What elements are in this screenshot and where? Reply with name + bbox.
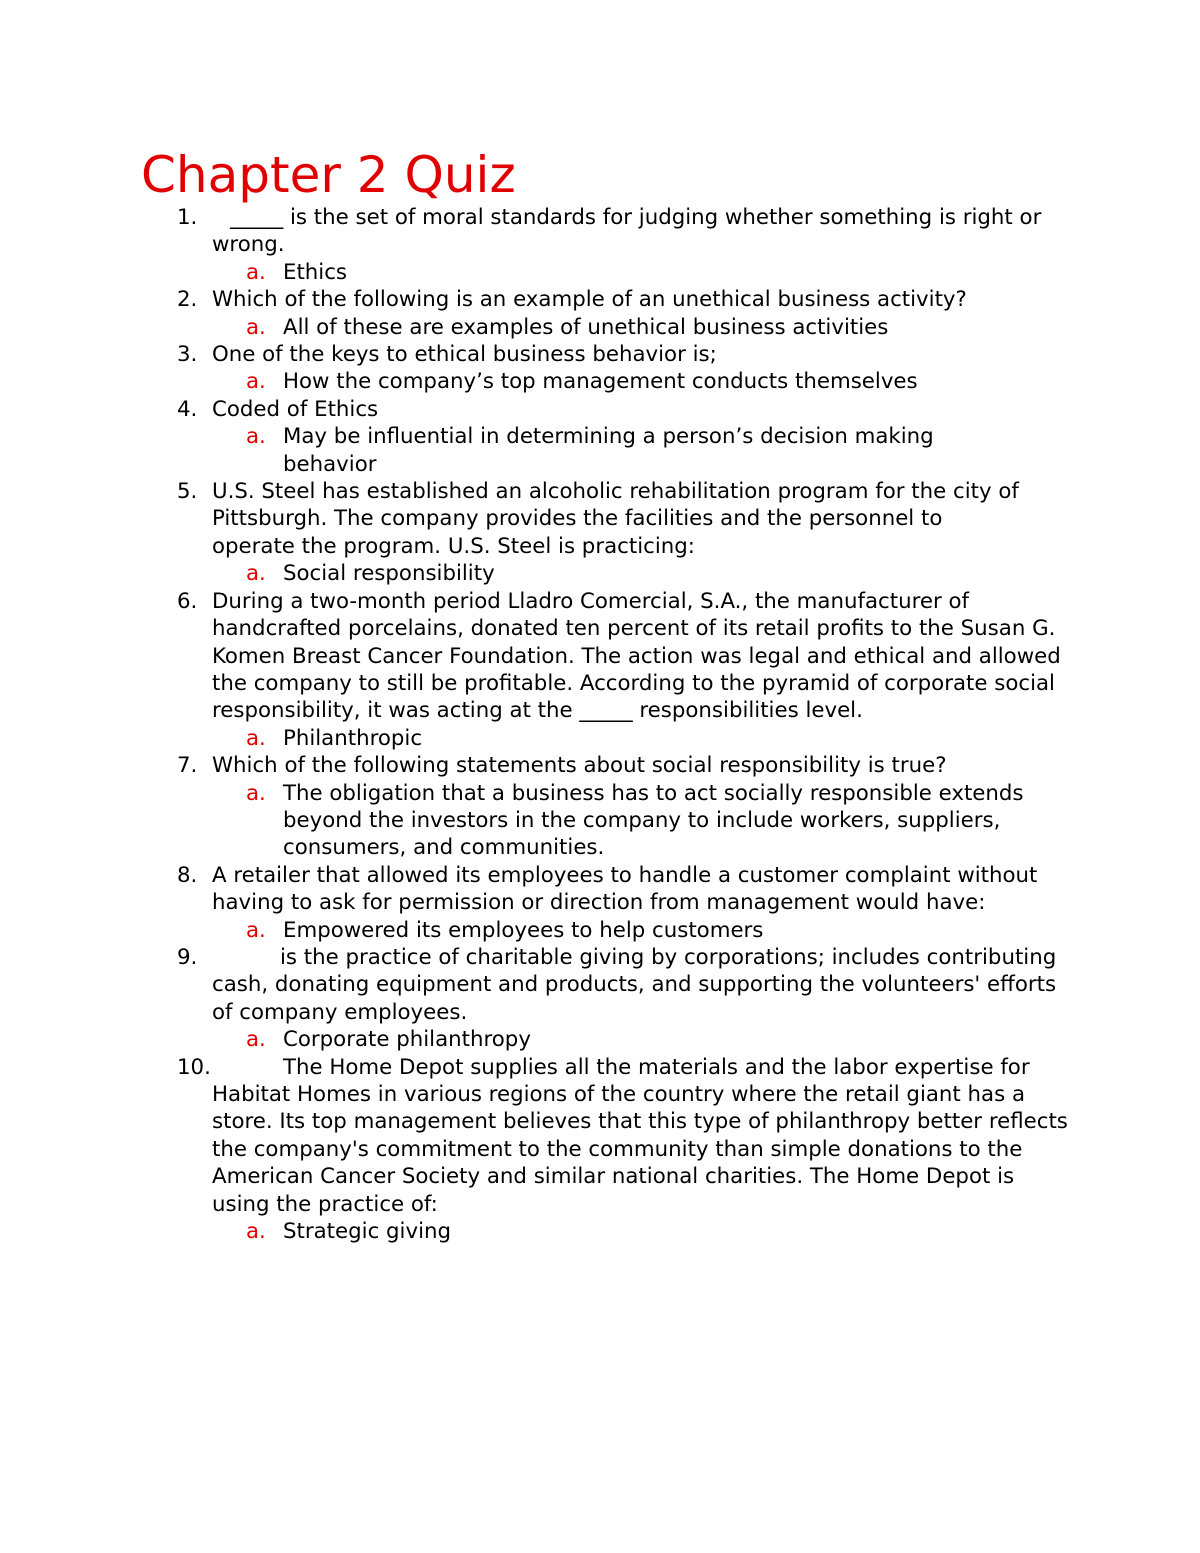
answer-letter: a. — [246, 1027, 266, 1053]
question-item — [0, 1054, 1200, 1218]
question-number: 7. — [177, 753, 198, 779]
answer-text: Ethics — [283, 259, 348, 285]
answer-item — [0, 259, 1200, 286]
answer-letter: a. — [246, 314, 266, 340]
question-number: 2. — [177, 287, 198, 313]
question-text: During a two-month period Lladro Comercial, S.A., the manufacturer of handcrafted porcelains, donated ten percent of its retail profits to the Susan G. Komen Breast Cancer Foundation. The action was legal and ethical and allowed the company to still be profitable. According to the pyramid of corporate social responsibility, it was acting at the _____ responsibilities level. — [212, 588, 1061, 724]
answer-text: All of these are examples of unethical business activities — [283, 314, 889, 340]
question-text: is the practice of charitable giving by corporations; includes contributing cash, donating equipment and products, and supporting the volunteers' efforts of company employees. — [212, 944, 1057, 1025]
answer-letter: a. — [246, 725, 266, 751]
question-text: The Home Depot supplies all the materials and the labor expertise for Habitat Homes in various regions of the country where the retail giant has a store. Its top management believes that this type of philanthropy better reflects the company's commitment to the community than simple donations to the American Cancer Society and similar national charities. The Home Depot is using the practice of: — [212, 1054, 1068, 1217]
answer-letter: a. — [246, 369, 266, 395]
question-text: A retailer that allowed its employees to handle a customer complaint without having to ask for permission or direction from management would have: — [212, 862, 1038, 916]
answer-item — [0, 314, 1200, 341]
question-text: One of the keys to ethical business behavior is; — [212, 342, 717, 368]
question-text: _____ is the set of moral standards for judging whether something is right or wrong. — [212, 205, 1042, 258]
question-text: Coded of Ethics — [212, 396, 379, 422]
answer-text: Strategic giving — [283, 1219, 452, 1245]
question-number: 10. — [177, 1054, 211, 1080]
answer-text: How the company’s top management conducts themselves — [283, 369, 918, 395]
answer-letter: a. — [246, 780, 266, 806]
question-number: 1. — [177, 205, 198, 230]
page-title: Chapter 2 Quiz — [141, 146, 516, 204]
answer-item — [0, 1218, 1200, 1245]
question-item — [0, 944, 1200, 1026]
answer-text: Empowered its employees to help customers — [283, 917, 764, 943]
answer-text: The obligation that a business has to act socially responsible extends beyond the investors in the company to include workers, suppliers, consumers, and communities. — [283, 780, 1024, 861]
answer-letter: a. — [246, 917, 266, 943]
question-item — [0, 862, 1200, 917]
question-number: 8. — [177, 862, 198, 888]
answer-text: Philanthropic — [283, 725, 423, 751]
question-item — [0, 588, 1200, 725]
question-item — [0, 341, 1200, 368]
question-item — [0, 286, 1200, 313]
answer-letter: a. — [246, 259, 266, 285]
question-item — [0, 396, 1200, 423]
question-number: 9. — [177, 944, 198, 970]
answer-item — [0, 725, 1200, 752]
answer-letter: a. — [246, 561, 266, 587]
answer-item — [0, 780, 1200, 862]
question-item — [0, 204, 1200, 259]
answer-letter: a. — [246, 1219, 266, 1245]
question-item — [0, 752, 1200, 779]
question-text: U.S. Steel has established an alcoholic rehabilitation program for the city of Pittsburgh. The company provides the facilities and the personnel to operate the program. U.S. Steel is practicing: — [212, 479, 1019, 559]
answer-text: May be influential in determining a person’s decision making behavior — [283, 424, 934, 477]
answer-letter: a. — [246, 424, 266, 450]
answer-item — [0, 368, 1200, 395]
question-number: 5. — [177, 479, 198, 505]
answer-item — [0, 1026, 1200, 1053]
answer-item — [0, 560, 1200, 587]
question-text: Which of the following statements about social responsibility is true? — [212, 753, 947, 779]
answer-text: Corporate philanthropy — [283, 1027, 531, 1053]
question-number: 4. — [177, 396, 198, 422]
question-number: 6. — [177, 588, 198, 614]
answer-item — [0, 917, 1200, 944]
question-list — [0, 204, 1200, 1245]
answer-text: Social responsibility — [283, 561, 495, 587]
question-text: Which of the following is an example of an unethical business activity? — [212, 287, 967, 313]
question-number: 3. — [177, 342, 198, 368]
question-item — [0, 478, 1200, 560]
answer-item — [0, 423, 1200, 478]
